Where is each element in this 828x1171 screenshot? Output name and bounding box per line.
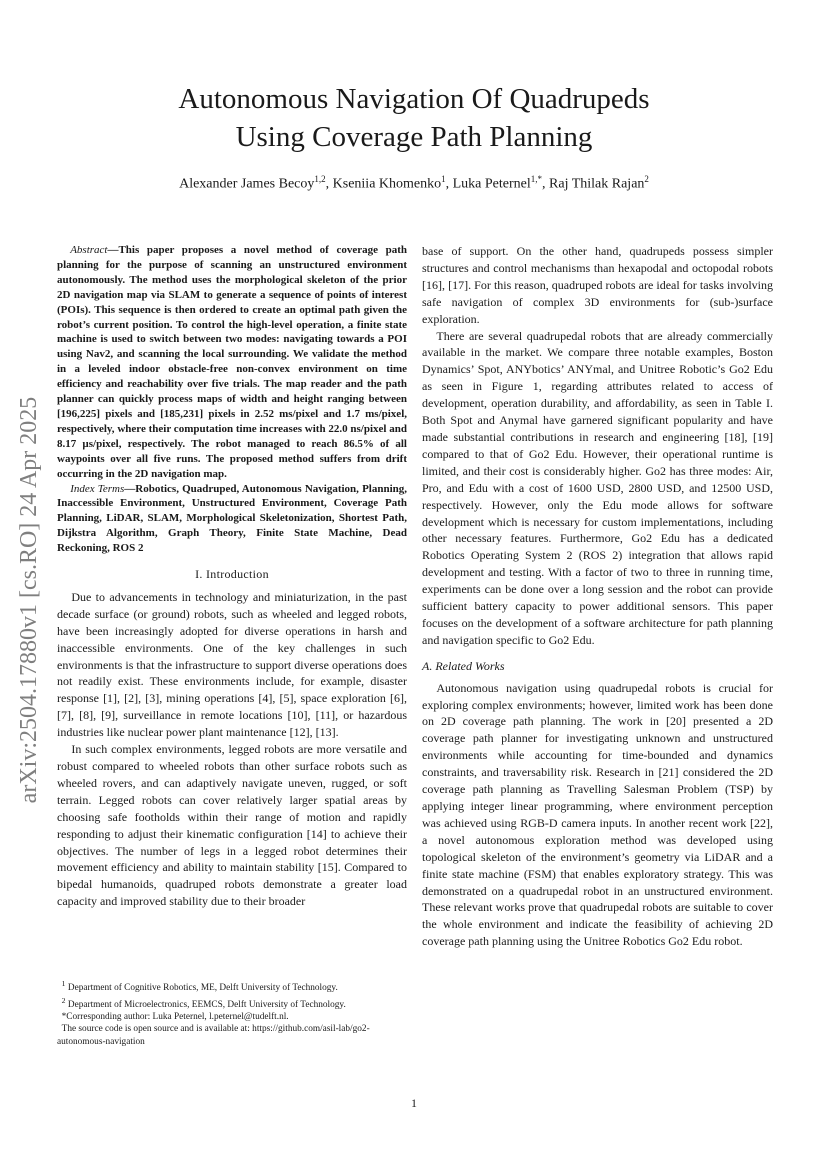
paragraph: Due to advancements in technology and miniaturization, in the past decade surface (or ground) robots, such as wheeled and legged robots, have been increasingly adopted for diverse operations in harsh and inaccessible environments. One of the key challenges in such environments is that the infrastructure to support diverse operations does not readily exist. These environments include, for example, disaster response [1], [2], [3], mining operations [4], [5], space exploration [6], [7], [8], [9], surveillance in remote locations [10], [11], or hazardous industries like nuclear power plant maintenance [12], [13]. xyxy=(57,589,407,740)
footnote-marker: 1 xyxy=(61,979,66,988)
footnote-text: Department of Microelectronics, EEMCS, Delft University of Technology. xyxy=(65,999,346,1010)
title-line-1: Autonomous Navigation Of Quadrupeds xyxy=(178,83,650,115)
author-name: Luka Peternel xyxy=(452,176,531,192)
page-number: 1 xyxy=(411,1096,417,1110)
title-line-2: Using Coverage Path Planning xyxy=(235,121,593,153)
footnote xyxy=(57,1011,407,1023)
author-name: Alexander James Becoy xyxy=(179,176,315,192)
abstract xyxy=(57,243,407,482)
paragraph: In such complex environments, legged robots are more versatile and robust compared to wheeled robots than other surface robots such as wheeled rovers, and can adaptively navigate uneven, rugged, or soft terrain. Legged robots can cover relatively larger spatial areas by choosing safe footholds within their range of motion and rapidly responding to adjust their kinematic configuration [14] to achieve their objectives. The number of legs in a legged robot determines their movement efficiency and ability to maintain stability [15]. Compared to bipedal humanoids, quadruped robots demonstrate a greater load capacity and improved stability due to their broader xyxy=(57,742,407,909)
index-terms-label: Index Terms xyxy=(70,482,125,495)
index-terms-text: —Robotics, Quadruped, Autonomous Navigation, Planning, Inaccessible Environment, Unstructured Environment, Coverage Path Planning, LiDAR, SLAM, Morphological Skeletonization, Shortest Path, Dijkstra Algorithm, Graph Theory, Finite State Machine, Dead Reckoning, ROS 2 xyxy=(57,482,407,555)
paragraph: There are several quadrupedal robots that are already commercially available in the market. We compare three notable examples, Boston Dynamics’ Spot, ANYbotics’ ANYmal, and Unitree Robotic’s Go2 Edu as seen in Figure 1, regarding attributes related to access of development, operation durability, and affordability, as seen in Table I. Both Spot and Anymal have garnered significant popularity and have made substantial contributions in research and engineering [18], [19] compared to that of Go2 Edu. However, their operational runtime is limited, and their cost is considerably higher. Go2 has three modes: Air, Pro, and Edu with a cost of 1600 USD, 2800 USD, and 12500 USD, respectively. However, only the Edu mode allows for software development which is necessary for custom implementations, including other necessary features. Furthermore, Go2 Edu has a dedicated Robotics Operating System 2 (ROS 2) integration that allows rapid development and testing. With a factor of two to three in running time, experiments can be done over a long session and the robot can provide sufficient battery capacity to power additional sensors. This paper focuses on the development of a software architecture for path planning and navigation specific to Go2 Edu. xyxy=(422,328,773,647)
author-affiliation: 2 xyxy=(644,174,649,184)
index-terms xyxy=(57,482,407,557)
author-affiliation: 1,2 xyxy=(314,174,326,184)
right-column xyxy=(422,243,773,950)
footnote xyxy=(57,995,407,1012)
paragraph: base of support. On the other hand, quadrupeds possess simpler structures and control mechanisms than hexapodal and octopodal robots [16], [17]. For this reason, quadruped robots are ideal for tasks involving safe navigation of complex 3D environments for (sub-)surface exploration. xyxy=(422,244,773,326)
footnote xyxy=(57,1023,407,1048)
subsection-heading: A. Related Works xyxy=(422,658,505,673)
footnote-text: The source code is open source and is available at: https://github.com/asil-lab/go2-autonomous-navigation xyxy=(57,1024,370,1047)
footnote-text: Department of Cognitive Robotics, ME, Delft University of Technology. xyxy=(65,983,338,994)
abstract-text: —This paper proposes a novel method of coverage path planning for the purpose of scanning an unstructured environment autonomously. The method uses the morphological skeleton of the prior 2D navigation map via SLAM to generate a sequence of points of interest (POIs). This sequence is then ordered to create an optimal path given the robot’s current position. To control the high-level operation, a finite state machine is used to switch between two modes: navigating towards a POI using Nav2, and scanning the local surrounding. We validate the method in a leveled indoor obstacle-free non-convex environment on time efficiency and reachability over five trials. The map reader and the path planner can quickly process maps of width and height ranging between [196,225] pixels and [185,231] pixels in 2.52 ms/pixel and 1.7 ms/pixel, respectively, where their computation time increases with 22.0 ns/pixel and 8.17 µs/pixel, respectively. The robot managed to reach 86.5% of all waypoints over all five runs. The proposed method suffers from drift occurring in the 2D navigation map. xyxy=(57,244,407,480)
paper-title xyxy=(0,80,828,156)
author-affiliation: 1 xyxy=(441,174,446,184)
footnote-marker: 2 xyxy=(61,995,66,1005)
paragraph: Autonomous navigation using quadrupedal robots is crucial for exploring complex environments; however, limited work has been done on 2D coverage path planning. The work in [20] presented a 2D coverage path planner for investigating unknown and unstructured environments while accounting for time-bounded and dynamics constraints, and traversability risk. Research in [21] considered the 2D coverage path planning as Travelling Salesman Problem (TSP) by applying integer linear programming, where environment perception was achieved using RGB-D camera inputs. In another recent work [22], a novel autonomous exploration method was developed using topological skeleton of the environment’s geometry via LiDAR and a finite state machine (FSM) that enables exploratory strategy. This was demonstrated on a quadrupedal robot in an unstructured environment. These relevant works prove that quadrupedal robots are suitable to cover the whole environment and indicate the feasibility of achieving 2D coverage path planning using the Unitree Robotics Go2 Edu robot. xyxy=(422,680,773,949)
abstract-label: Abstract xyxy=(70,244,108,256)
author-name: Raj Thilak Rajan xyxy=(549,176,645,192)
author-list: Alexander James Becoy$^{1,2}$, Kseniia Khomenko$^1$, Luka Peternel$^{1,*}$, Raj Thilak Rajan$^2$ xyxy=(179,174,649,192)
footnotes xyxy=(57,978,407,1048)
author-affiliation: 1,* xyxy=(530,174,543,184)
footnote xyxy=(57,978,407,995)
arxiv-stamp: arXiv:2504.17880v1 [cs.RO] 24 Apr 2025 xyxy=(16,396,42,804)
footnote-text: *Corresponding author: Luka Peternel, l.peternel@tudelft.nl. xyxy=(61,1012,289,1022)
author-name: Kseniia Khomenko xyxy=(332,176,442,192)
section-heading: I. Introduction xyxy=(195,567,269,582)
left-column xyxy=(57,243,407,910)
